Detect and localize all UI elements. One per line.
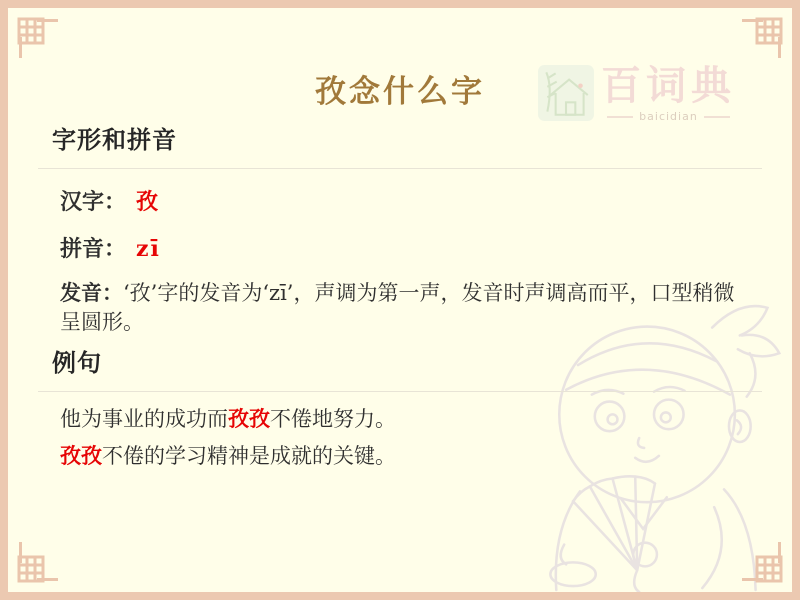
logo-subtext: baicidian bbox=[639, 110, 698, 123]
example-post: 不倦的学习精神是成就的关键。 bbox=[102, 444, 396, 468]
corner-lattice-icon bbox=[742, 12, 788, 58]
corner-lattice-icon bbox=[12, 542, 58, 588]
section-divider bbox=[38, 391, 762, 392]
section-heading-pinyin: 字形和拼音 bbox=[52, 125, 177, 154]
corner-lattice-icon bbox=[742, 542, 788, 588]
hanzi-value: 孜 bbox=[136, 189, 161, 215]
example-list bbox=[60, 406, 762, 469]
logo-wordmark: 百词典 bbox=[601, 62, 736, 109]
pronunciation-paragraph bbox=[60, 278, 744, 337]
example-pre: 他为事业的成功而 bbox=[60, 407, 228, 431]
fayin-label: 发音： bbox=[60, 280, 123, 305]
pinyin-row bbox=[60, 232, 762, 263]
fayin-text: ‘孜’字的发音为‘zī’，声调为第一声，发音时声调高而平，口型稍微呈圆形。 bbox=[60, 281, 735, 334]
hanzi-label: 汉字： bbox=[60, 189, 127, 215]
pinyin-value: zī bbox=[136, 236, 161, 262]
example-highlight: 孜孜 bbox=[60, 443, 102, 468]
page-title: 孜念什么字 bbox=[315, 74, 485, 110]
example-post: 不倦地努力。 bbox=[270, 407, 396, 431]
hanzi-row bbox=[60, 185, 762, 216]
section-divider bbox=[38, 168, 762, 169]
example-sentence bbox=[60, 406, 762, 432]
example-sentence bbox=[60, 443, 762, 469]
pinyin-label: 拼音： bbox=[60, 236, 127, 262]
corner-lattice-icon bbox=[12, 12, 58, 58]
example-highlight: 孜孜 bbox=[228, 406, 270, 431]
main-content bbox=[38, 114, 762, 480]
section-heading-examples: 例句 bbox=[52, 348, 102, 377]
